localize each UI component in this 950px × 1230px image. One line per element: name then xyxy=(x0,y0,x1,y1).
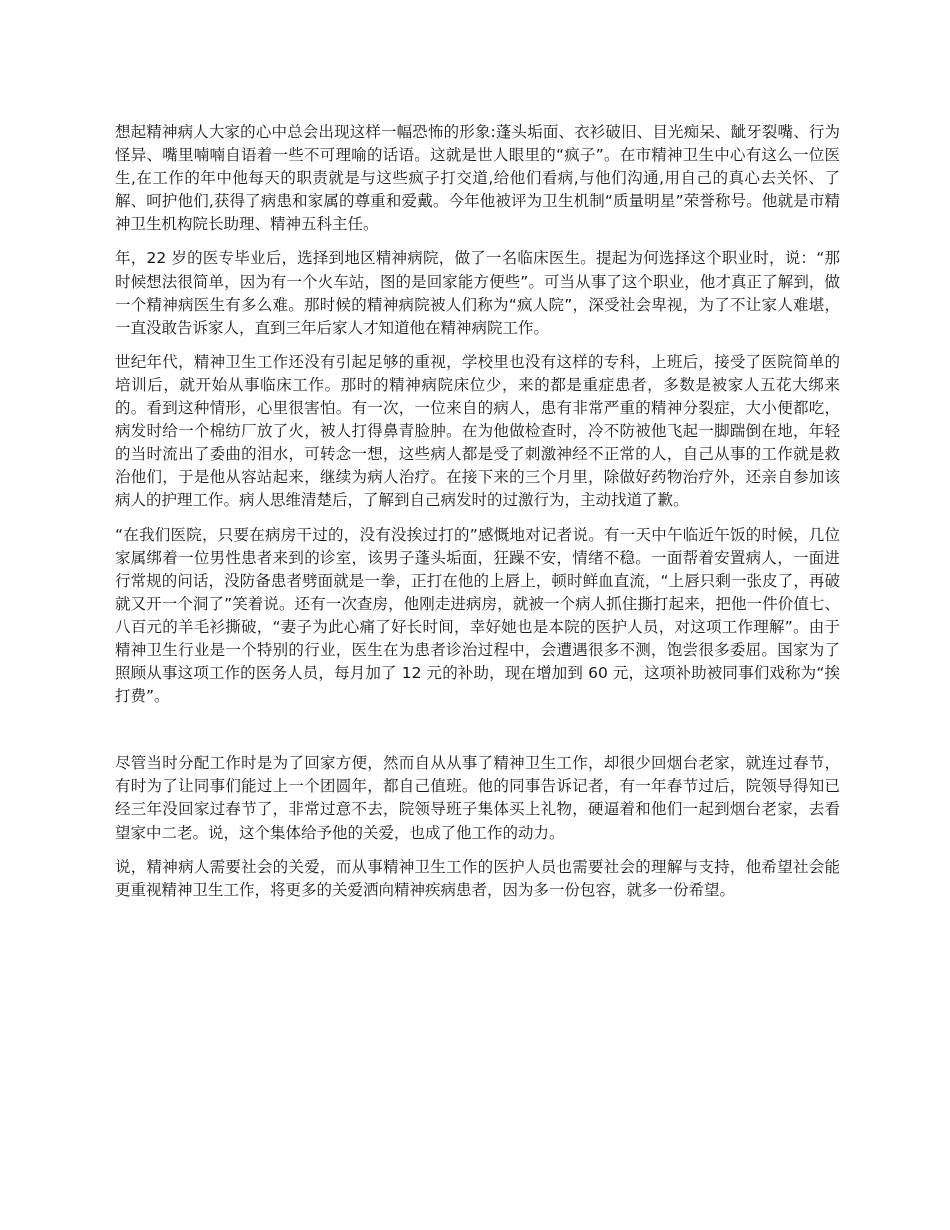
paragraph-3: 世纪年代，精神卫生工作还没有引起足够的重视，学校里也没有这样的专科，上班后，接受了医院简单的培训后，就开始从事临床工作。那时的精神病院床位少，来的都是重症患者，多数是被家人五花大绑来的。看到这种情形，心里很害怕。有一次，一位来自的病人，患有非常严重的精神分裂症，大小便都吃，病发时给一个棉纺厂放了火，被人打得鼻青脸肿。在为他做检查时，冷不防被他飞起一脚踹倒在地，年轻的当时流出了委曲的泪水，可转念一想，这些病人都是受了刺激神经不正常的人，自己从事的工作就是救治他们，于是他从容站起来，继续为病人治疗。在接下来的三个月里，除做好药物治疗外，还亲自参加该病人的护理工作。病人思维清楚后，了解到自己病发时的过激行为，主动找道了歉。 xyxy=(115,352,840,510)
paragraph-1: 想起精神病人大家的心中总会出现这样一幅恐怖的形象:蓬头垢面、衣衫破旧、目光痴呆、龇牙裂嘴、行为怪异、嘴里喃喃自语着一些不可理喻的话语。这就是世人眼里的“疯子”。在市精神卫生中心有这么一位医生,在工作的年中他每天的职责就是与这些疯子打交道,给他们看病,与他们沟通,用自己的真心去关怀、了解、呵护他们,获得了病患和家属的尊重和爱戴。今年他被评为卫生机制“质量明星”荣誉称号。他就是市精神卫生机构院长助理、精神五科主任。 xyxy=(115,123,840,234)
article-body xyxy=(115,121,840,913)
paragraph-6: 说，精神病人需要社会的关爱，而从事精神卫生工作的医护人员也需要社会的理解与支持，他希望社会能更重视精神卫生工作，将更多的关爱洒向精神疾病患者，因为多一份包容，就多一份希望。 xyxy=(115,857,840,899)
paragraph-2: 年，22 岁的医专毕业后，选择到地区精神病院，做了一名临床医生。提起为何选择这个职业时，说：“那时候想法很简单，因为有一个火车站，图的是回家能方便些”。可当从事了这个职业，他才真正了解到，做一个精神病医生有多么难。那时候的精神病院被人们称为“疯人院”，深受社会卑视，为了不让家人难堪，一直没敢告诉家人，直到三年后家人才知道他在精神病院工作。 xyxy=(115,249,840,337)
paragraph-5: 尽管当时分配工作时是为了回家方便，然而自从从事了精神卫生工作，却很少回烟台老家，就连过春节，有时为了让同事们能过上一个团圆年，都自己值班。他的同事告诉记者，有一年春节过后，院领导得知已经三年没回家过春节了，非常过意不去，院领导班子集体买上礼物，硬逼着和他们一起到烟台老家，去看望家中二老。说，这个集体给予他的关爱，也成了他工作的动力。 xyxy=(115,754,840,842)
paragraph-4: “在我们医院，只要在病房干过的，没有没挨过打的”感慨地对记者说。有一天中午临近午饭的时候，几位家属绑着一位男性患者来到的诊室，该男子蓬头垢面，狂躁不安，情绪不稳。一面帮着安置病人，一面进行常规的问话，没防备患者劈面就是一拳，正打在他的上唇上，顿时鲜血直流，“上唇只剩一张皮了，再破就又开一个洞了”笑着说。还有一次查房，他刚走进病房，就被一个病人抓住撕打起来，把他一件价值七、八百元的羊毛衫撕破，“妻子为此心痛了好长时间，幸好她也是本院的医护人员，对这项工作理解”。由于精神卫生行业是一个特别的行业，医生在为患者诊治过程中，会遭遇很多不测，饱尝很多委屈。国家为了照顾从事这项工作的医务人员，每月加了 12 元的补助，现在增加到 60 元，这项补助被同事们戏称为“挨打费”。 xyxy=(115,525,840,706)
blank-spacer xyxy=(115,719,840,752)
